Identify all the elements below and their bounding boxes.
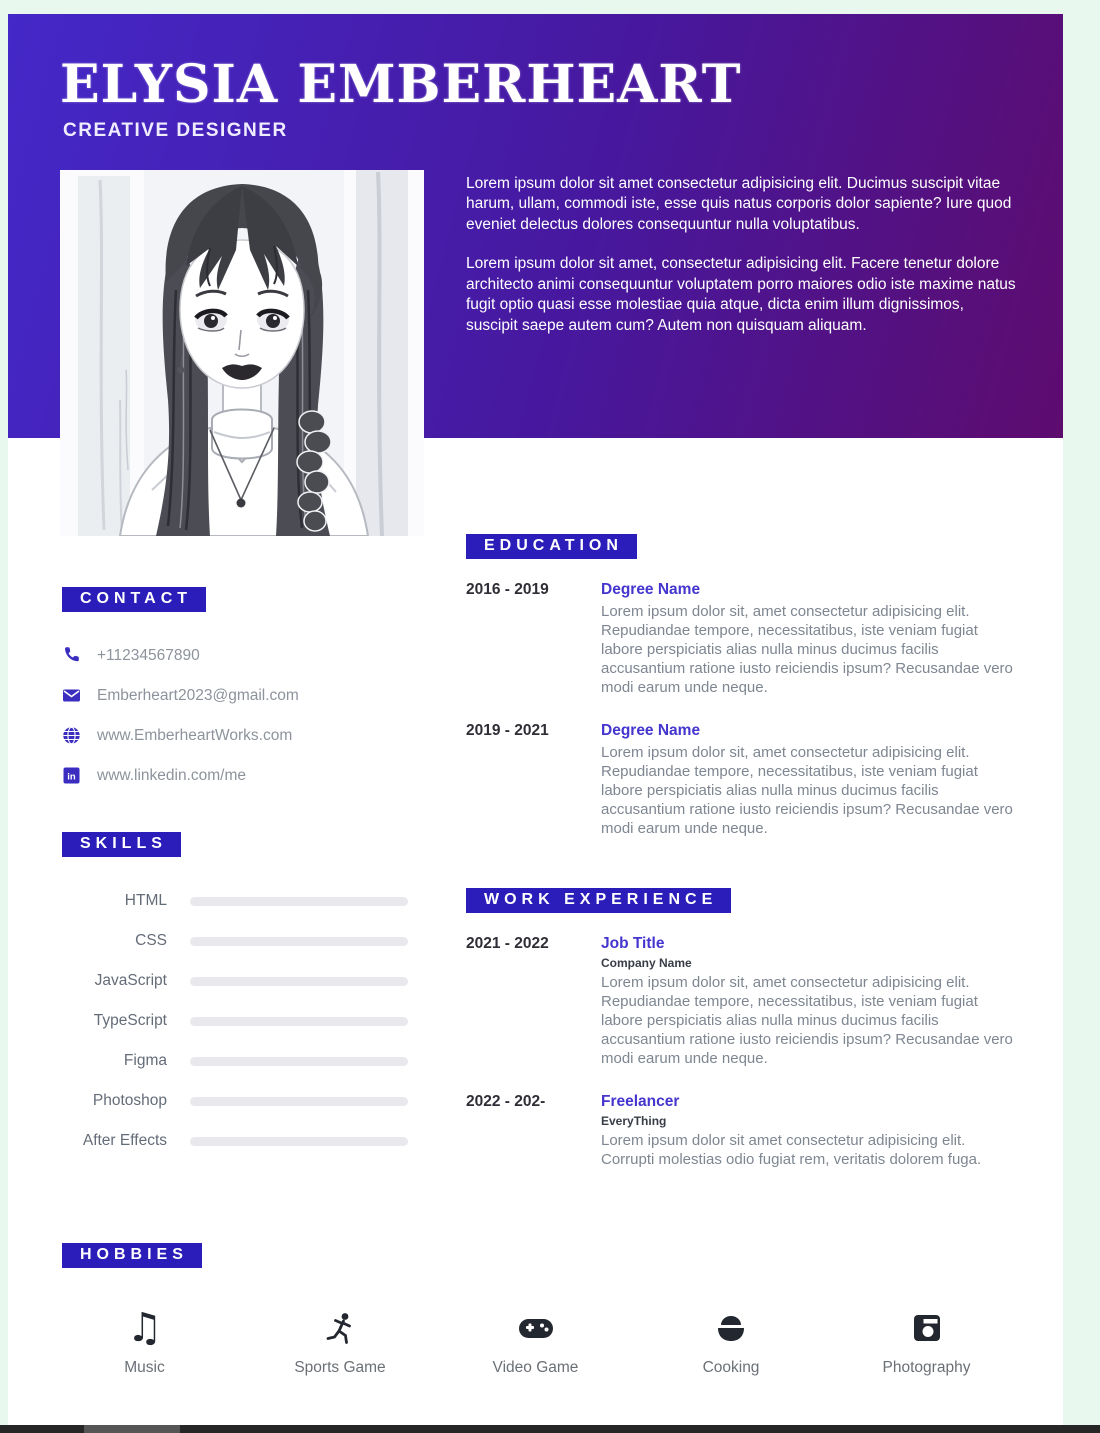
skill-label: TypeScript [93,1012,167,1029]
education-dates: 2019 - 2021 [466,722,549,740]
skill-label: CSS [135,932,167,949]
horizontal-scrollbar-track[interactable] [0,1425,1100,1433]
music-icon: ♫ [126,1305,163,1351]
education-description: Lorem ipsum dolor sit, amet consectetur adipisicing elit. Repudiandae tempore, necessitatibus, iste veniam fugiat labore perspiciatis alias nulla minus ducimus facilis accusantium ratione iusto reiciendis ipsum? Recusandae vero modi earum unde neque. [601,744,1013,838]
contact-email-text: Emberheart2023@gmail.com [97,686,299,704]
education-entries [466,581,1016,838]
person-role: CREATIVE DESIGNER [63,120,288,141]
hobby-item-music [62,1306,227,1377]
education-section [466,534,1016,838]
work-company-name: Company Name [601,956,692,970]
contact-item-email [62,686,432,705]
education-description: Lorem ipsum dolor sit, amet consectetur adipisicing elit. Repudiandae tempore, necessitatibus, iste veniam fugiat labore perspiciatis alias nulla minus ducimus facilis accusantium ratione iusto reiciendis ipsum? Recusandae vero modi earum unde neque. [601,603,1013,697]
skill-bar-track [190,1097,408,1106]
skill-row [62,1121,442,1161]
skill-label: After Effects [82,1132,167,1149]
work-entries [466,935,1016,1169]
work-dates: 2021 - 2022 [466,935,549,952]
contact-list [62,646,432,785]
running-icon [258,1306,423,1350]
hobby-item-photography [844,1306,1009,1377]
contact-linkedin-text: www.linkedin.com/me [97,766,247,784]
skill-row [62,961,442,1001]
work-experience-heading: WORK EXPERIENCE [466,888,731,913]
skill-label: Photoshop [92,1092,167,1109]
skills-list [62,881,442,1161]
hobbies-section-heading [62,1243,202,1268]
person-name: ELYSIA EMBERHEART [60,54,742,115]
hobbies-row [62,1306,1009,1377]
skill-bar-track [190,937,408,946]
intro-paragraph: Lorem ipsum dolor sit amet consectetur adipisicing elit. Ducimus suscipit vitae harum, ullam, commodi iste, esse quis natus corporis dolor sapiente? Iure quod eveniet delectus dolores consequuntur nulla voluptatibus. [466,175,1012,233]
gamepad-icon [453,1306,618,1350]
work-job-title: Job Title [601,935,665,952]
skill-bar-track [190,1017,408,1026]
education-heading: EDUCATION [466,534,637,559]
hobbies-heading: HOBBIES [62,1243,202,1268]
education-entry [466,581,1016,697]
skill-row [62,1081,442,1121]
skill-row [62,1041,442,1081]
hobby-label: Photography [882,1359,971,1376]
portrait-photo [60,170,424,536]
education-entry-body [601,581,1016,697]
work-experience-section [466,888,1016,1169]
camera-icon [844,1306,1009,1350]
education-degree-title: Degree Name [601,581,701,598]
contact-item-website [62,726,432,745]
intro-paragraph: Lorem ipsum dolor sit amet, consectetur adipisicing elit. Facere tenetur dolore architecto animi consequuntur voluptatem porro maiores odio iste maxime natus fugit optio quasi esse molestiae quia atque, dicta enim illum dignissimos, suscipit saepe autem cum? Autem non quisquam aliquam. [466,255,1016,334]
work-entry-body [601,935,1016,1068]
skill-bar-track [190,1137,408,1146]
contact-item-phone [62,646,432,665]
education-degree-title: Degree Name [601,722,701,740]
linkedin-icon [62,766,81,785]
work-entry-body [601,1093,1016,1169]
work-description: Lorem ipsum dolor sit, amet consectetur adipisicing elit. Repudiandae tempore, necessitatibus, iste veniam fugiat labore perspiciatis alias nulla minus ducimus facilis accusantium ratione iusto reiciendis ipsum? Recusandae vero modi earum unde neque. [601,974,1013,1068]
skill-row [62,921,442,961]
work-dates: 2022 - 202- [466,1093,546,1111]
work-description: Lorem ipsum dolor sit amet consectetur adipisicing elit. Corrupti molestias odio fugiat rem, veritatis dolorem fuga. [601,1132,982,1169]
education-entry [466,722,1016,838]
hobby-label: Sports Game [294,1359,386,1376]
svg-text:in: in [67,771,76,783]
hobby-item-cooking [649,1306,814,1377]
skill-bar-track [190,977,408,986]
skills-heading: SKILLS [62,832,181,857]
work-entry [466,935,1016,1068]
skill-bar-track [190,1057,408,1066]
intro-text [466,174,1016,336]
cooking-pot-icon [649,1306,814,1350]
skill-row [62,881,442,921]
horizontal-scrollbar-thumb[interactable] [84,1425,180,1433]
skill-label: HTML [124,892,167,909]
skill-row [62,1001,442,1041]
skills-section [62,832,442,1161]
hobby-label: Cooking [702,1359,760,1376]
contact-phone-text: +11234567890 [97,646,200,664]
contact-section [62,587,432,806]
hobby-label: Music [124,1359,165,1376]
education-dates: 2016 - 2019 [466,581,549,598]
education-entry-body [601,722,1016,838]
contact-website-text: www.EmberheartWorks.com [97,726,293,744]
resume-card [8,14,1063,1425]
hobby-label: Video Game [492,1359,579,1376]
work-job-title: Freelancer [601,1093,680,1111]
work-company-name: EveryThing [601,1114,667,1129]
contact-item-linkedin [62,766,432,785]
skill-bar-track [190,897,408,906]
phone-icon [62,646,81,665]
envelope-icon [62,686,81,705]
skill-label: JavaScript [94,972,167,989]
hobby-item-video-game [453,1306,618,1377]
hobby-item-sports-game [258,1306,423,1377]
skill-label: Figma [123,1052,167,1069]
contact-heading: CONTACT [62,587,206,612]
work-entry [466,1093,1016,1169]
globe-icon [62,726,81,745]
portrait-sketch-image [60,170,424,536]
